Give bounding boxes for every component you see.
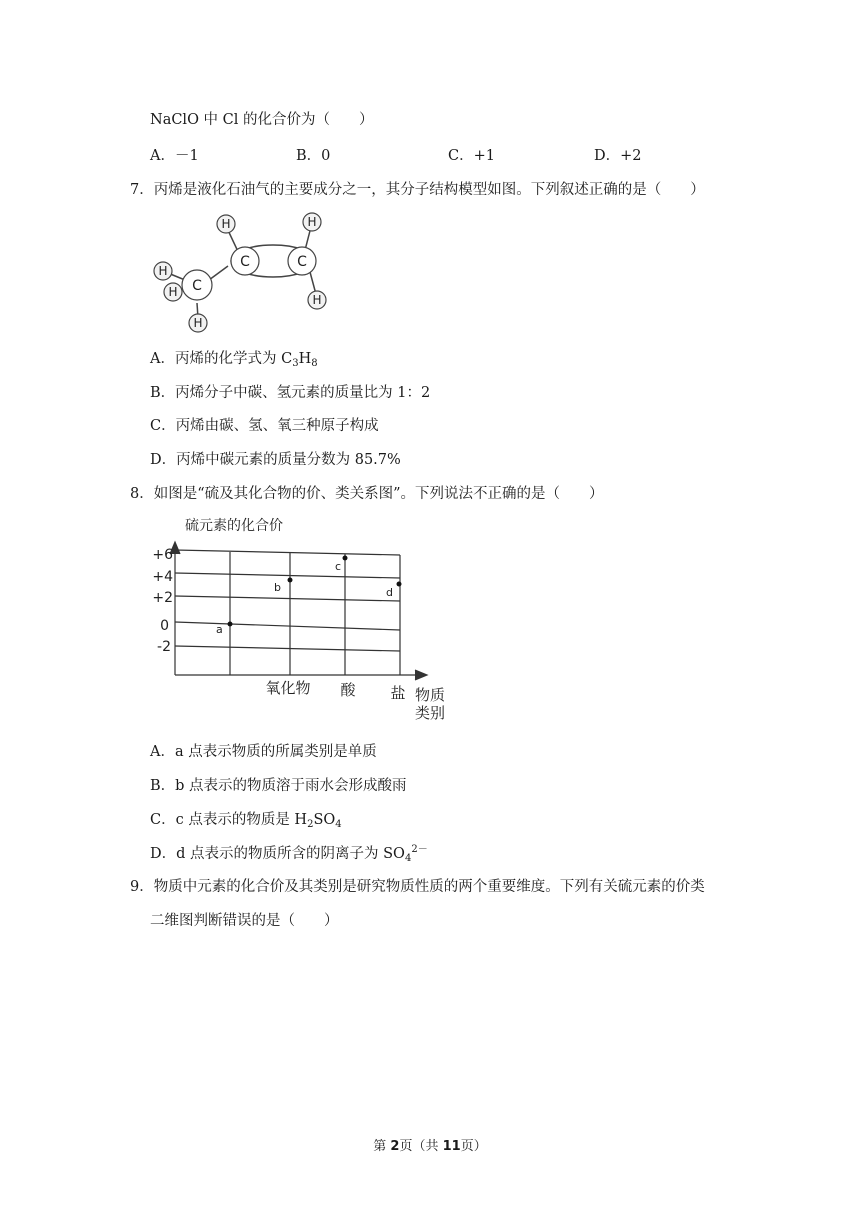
xcategory-acid: 酸 — [340, 681, 356, 699]
q8-option-d: D．d 点表示的物质所含的阴离子为 $SO_4^{2-}$ — [150, 844, 428, 864]
atom-label-c: C — [240, 254, 250, 270]
chart-xlabel-line2: 类别 — [414, 704, 446, 722]
point-label-a: a — [216, 623, 223, 636]
q8-stem: 8．如图是“硫及其化合物的价、类关系图”。下列说法不正确的是（ ） — [130, 486, 604, 502]
page-footer: 第 2页（共 11页） — [373, 1139, 487, 1154]
point-b — [288, 578, 293, 583]
atoms — [154, 213, 326, 332]
atom-label-h: H — [307, 215, 317, 229]
atom-label-h: H — [221, 217, 231, 231]
q6-stem: NaClO 中 Cl 的化合价为（ ） — [150, 112, 374, 128]
q8-option-b: B．b 点表示的物质溶于雨水会形成酸雨 — [150, 778, 407, 794]
point-a — [228, 622, 233, 627]
q6-option-b: B．0 — [296, 148, 331, 164]
point-label-b: b — [274, 581, 281, 594]
ytick-plus6: +6 — [152, 547, 173, 563]
q6-option-a: A．－1 — [150, 148, 199, 164]
atom-label-c: C — [297, 254, 307, 270]
atom-label-h: H — [168, 285, 178, 299]
q7-option-d: D．丙烯中碳元素的质量分数为 85.7% — [150, 452, 401, 468]
q8-option-c: C．c 点表示的物质是 $H_2SO_4$ — [150, 812, 342, 830]
point-c — [343, 556, 348, 561]
ytick-plus4: +4 — [152, 569, 173, 585]
q6-option-c: C．+1 — [448, 148, 495, 164]
q7-stem: 7．丙烯是液化石油气的主要成分之一，其分子结构模型如图。下列叙述正确的是（ ） — [130, 182, 705, 198]
ytick-zero: 0 — [160, 618, 169, 634]
ytick-plus2: +2 — [152, 590, 173, 606]
sulfur-valence-class-chart — [145, 512, 455, 734]
point-d — [397, 582, 402, 587]
ytick-minus2: -2 — [157, 639, 171, 655]
atom-label-h: H — [158, 264, 168, 278]
q6-option-d: D．+2 — [594, 148, 642, 164]
q7-option-a: A．丙烯的化学式为 $C_3H_8$ — [150, 351, 318, 369]
q9-stem-line2: 二维图判断错误的是（ ） — [150, 913, 339, 929]
atom-label-c: C — [192, 278, 202, 294]
q7-option-b: B．丙烯分子中碳、氢元素的质量比为 1：2 — [150, 385, 431, 401]
atom-label-h: H — [312, 293, 322, 307]
xcategory-salt: 盐 — [390, 684, 406, 702]
xcategory-oxide: 氧化物 — [265, 679, 311, 697]
q7-option-c: C．丙烯由碳、氢、氧三种原子构成 — [150, 418, 379, 434]
point-label-c: c — [335, 560, 342, 573]
chart-xlabel-line1: 物质 — [414, 686, 446, 704]
propene-molecule-model — [145, 208, 345, 338]
q9-stem-line1: 9．物质中元素的化合价及其类别是研究物质性质的两个重要维度。下列有关硫元素的价类 — [130, 879, 705, 895]
chart-ylabel: 硫元素的化合价 — [185, 518, 283, 534]
q8-option-a: A．a 点表示物质的所属类别是单质 — [150, 744, 377, 760]
atom-label-h: H — [193, 316, 203, 330]
point-label-d: d — [386, 586, 393, 599]
